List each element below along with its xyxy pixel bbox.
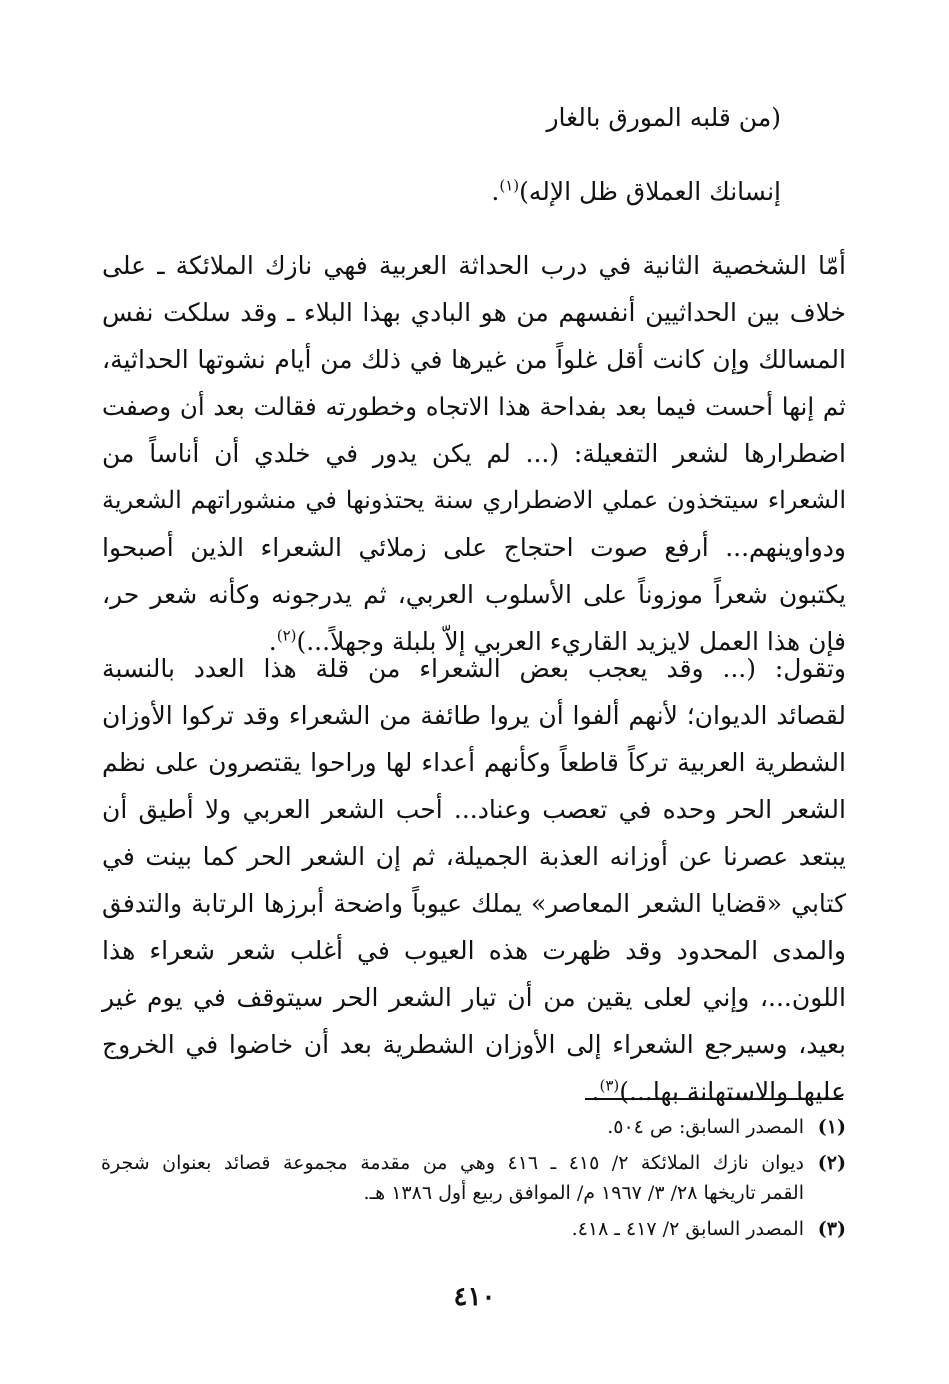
paragraph-1-line: الشعراء سيتخذون عملي الاضطراري سنة يحتذونها في منشوراتهم الشعرية [102, 486, 846, 514]
verse-line-2: إنسانك العملاق ظل الإله) [519, 177, 781, 206]
footnote-line: القمر تاريخها ٢٨/ ٣/ ١٩٦٧ م/ الموافق ربيع أول ١٣٨٦ هـ. [363, 1182, 804, 1204]
footnote-body [101, 1112, 804, 1142]
paragraph-1-end: . [268, 627, 277, 656]
paragraph-2-line: وتقول: (... وقد يعجب بعض الشعراء من قلة هذا العدد بالنسبة [102, 654, 846, 683]
verse-line-2-end: . [491, 177, 500, 206]
paragraph-2-line: بعيد، وسيرجع الشعراء إلى الأوزان الشطرية بعد أن خاضوا في الخروج [102, 1030, 846, 1059]
paragraph-1-line: خلاف بين الحداثيين أنفسهم من هو البادي بهذا البلاء ـ وقد سلكت نفس [102, 298, 846, 327]
paragraph-2-line: اللون...، وإني لعلى يقين من أن تيار الشعر الحر سيتوقف في يوم غير [102, 983, 846, 1012]
paragraph-1-line: فإن هذا العمل لايزيد القاريء العربي إلاّ بلبلة وجهلاً...) [296, 627, 846, 656]
footnote-line: المصدر السابق ٢/ ٤١٧ ـ ٤١٨. [571, 1218, 804, 1240]
paragraph-1-line: يكتبون شعراً موزوناً على الأسلوب العربي، ثم يدرجونه وكأنه شعر حر، [102, 580, 846, 609]
paragraph-1-line: المسالك وإن كانت أقل غلواً من غيرها في ذلك من أيام نشوتها الحداثية، [102, 345, 846, 374]
paragraph-2-line: والمدى المحدود وقد ظهرت هذه العيوب في أغلب شعر شعراء هذا [102, 936, 846, 965]
paragraph-2-line: كتابي «قضايا الشعر المعاصر» يملك عيوباً واضحة أبرزها الرتابة والتدفق [102, 889, 846, 918]
footnote-divider [585, 1098, 843, 1100]
paragraph-1-line: ودواوينهم... أرفع صوت احتجاج على زملائي الشعراء الذين أصبحوا [102, 533, 846, 562]
paragraph-1-line: ثم إنها أحست فيما بعد بفداحة هذا الاتجاه وخطورته فقالت بعد أن وصفت [102, 392, 846, 421]
footnote-2 [101, 1148, 846, 1208]
paragraph-2-line: الشعر الحر وحده في تعصب وعناد... أحب الشعر العربي ولا أطيق أن [102, 795, 846, 824]
footnote-number: (٢) [817, 1152, 846, 1174]
paragraph-2-line: الشطرية العربية تركاً قاطعاً وكأنهم أعداء لها وراحوا يقتصرون على نظم [102, 748, 846, 777]
footnotes [101, 1112, 846, 1250]
verse-line-1: (من قلبه المورق بالغار [546, 103, 781, 132]
paragraph-2-line: عليها والاستهانة بها...) [619, 1077, 846, 1106]
footnote-ref-1[interactable]: (١) [499, 176, 520, 195]
paragraph-2 [102, 645, 846, 1115]
footnote-body [101, 1148, 804, 1208]
footnote-3 [101, 1214, 846, 1244]
paragraph-1-line: أمّا الشخصية الثانية في درب الحداثة العربية فهي نازك الملائكة ـ على [102, 251, 846, 280]
page-number: ٤١٠ [453, 1282, 496, 1312]
paragraph-2-last-line [102, 1068, 846, 1115]
paragraph-2-end: . [591, 1077, 600, 1106]
verse-quote-2 [491, 168, 781, 215]
paragraph-1 [102, 242, 846, 665]
paragraph-2-line: يبتعد عصرنا عن أوزانه العذبة الجميلة، ثم إن الشعر الحر كما بينت في [102, 842, 846, 871]
paragraph-1-line: اضطرارها لشعر التفعيلة: (... لم يكن يدور في خلدي أن أناساً من [102, 439, 846, 468]
footnote-number: (١) [817, 1116, 846, 1138]
footnote-body [101, 1214, 804, 1244]
footnote-1 [101, 1112, 846, 1142]
verse-quote [546, 94, 781, 141]
footnote-ref-3[interactable]: (٣) [599, 1076, 620, 1095]
footnote-ref-2[interactable]: (٢) [276, 626, 297, 645]
footnote-line: المصدر السابق: ص ٥٠٤. [607, 1116, 804, 1138]
footnote-line: ديوان نازك الملائكة ٢/ ٤١٥ ـ ٤١٦ وهي من مقدمة مجموعة قصائد بعنوان شجرة [101, 1152, 804, 1174]
paragraph-2-line: لقصائد الديوان؛ لأنهم ألفوا أن يروا طائفة من الشعراء وقد تركوا الأوزان [102, 701, 846, 730]
footnote-number: (٣) [817, 1218, 846, 1240]
